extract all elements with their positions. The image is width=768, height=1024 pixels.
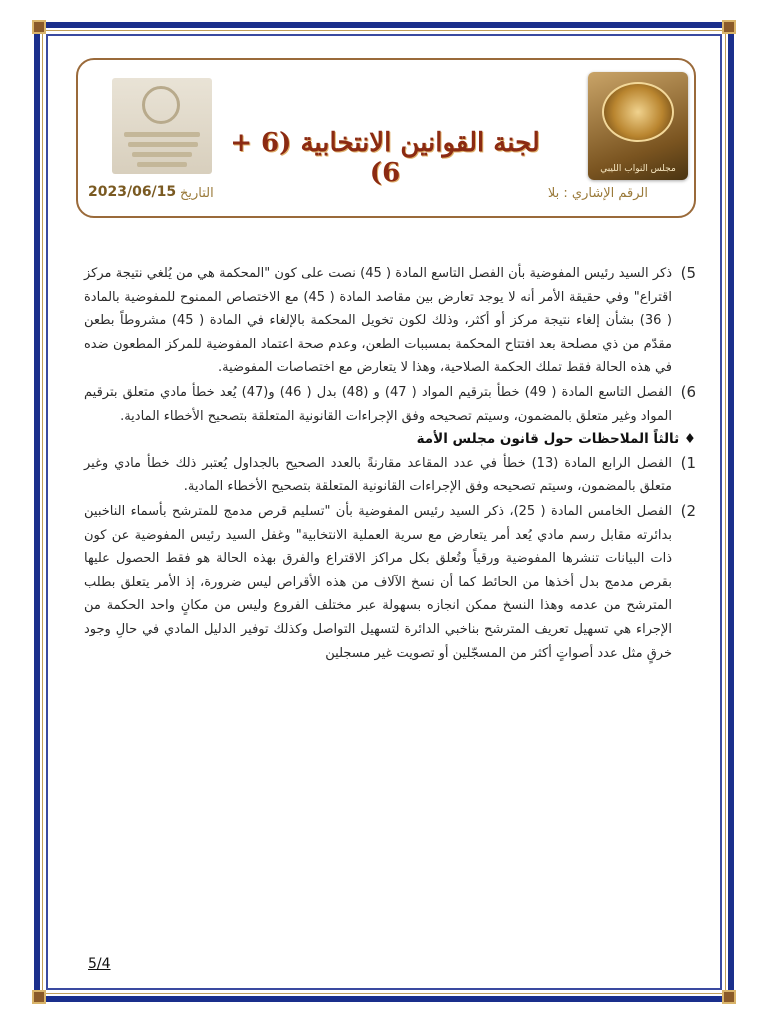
document-body: [84, 262, 696, 665]
page-title: لجنة القوانين الانتخابية (6 + 6): [230, 128, 540, 188]
parliament-emblem-icon: [602, 82, 674, 142]
corner-ornament: [32, 20, 46, 34]
list-item: [84, 262, 696, 380]
item-number: 5): [680, 264, 696, 282]
section-heading: ♦ ثالثاً الملاحظات حول قانون مجلس الأمة: [416, 431, 696, 448]
list-item: [84, 452, 696, 499]
date-label: التاريخ: [180, 186, 214, 201]
logo-caption: مجلس النواب الليبي: [600, 164, 676, 174]
item-text: الفصل التاسع المادة ( 49) خطأ بترقيم المواد ( 47) و (48) بدل ( 46) و(47) يُعد خطأ مادي متعلق بترقيم المواد وغير متعلق بالمضمون، وسيتم تصحيحه وفق الإجراءات القانونية المتعلقة بتصحيح الأخطاء المادية.: [84, 384, 672, 424]
item-text: الفصل الرابع المادة (13) خطأ في عدد المقاعد مقارنةً بالعدد الصحيح بالجداول يُعتبر ذلك خطأ مادي وغير متعلق بالمضمون، وسيتم تصحيحه وفق الإجراءات القانونية المتعلقة بتصحيح الأخطاء المادية.: [84, 455, 672, 495]
committee-logo: [112, 78, 212, 174]
reference-number: الرقم الإشاري : بلا: [547, 186, 648, 201]
committee-emblem-icon: [142, 86, 180, 124]
list-item: [84, 500, 696, 665]
item-number: 2): [680, 501, 696, 520]
corner-ornament: [32, 990, 46, 1004]
page-number: 5/4: [88, 956, 111, 972]
item-text: الفصل الخامس المادة ( 25)، ذكر السيد رئيس المفوضية بأن "تسليم قرص مدمج للمترشح بأسماء الناخبين بدائرته مقابل رسم مادي يُعد أمر يتعارض مع سرية العملية الانتخابية" وغفل السيد رئيس المفوضية عن كون ذات البيانات تنشرها المفوضية ورقياً وتُعلق بكل مراكز الاقتراع والفرق بهذه الحالة هو فقط الحصول عليها بقرص مدمج بدل أخذها من الحائط كما أن نسخ الآلاف من هذه الأقراص ليس ضرورة، إذ الأمر يتعلق بطلب المترشح من عدمه وهذا النسخ ممكن انجازه بسهولة عبر مختلف الفروع وليس من مكانٍ واحد الحكمة من الإجراء هي تسهيل تعريف المترشح بناخبي الدائرة لتسهيل التواصل وكذلك توفير الدليل المادي في حالِ وجود خرقٍ مثل عدد أصواتٍ أكثر من المسجّلين أو تصويت غير مسجلين: [84, 503, 673, 661]
list-item: [84, 381, 696, 428]
parliament-logo: [588, 72, 688, 180]
item-text: ذكر السيد رئيس المفوضية بأن الفصل التاسع المادة ( 45) نصت على كون "المحكمة هي من يُلغي نتيجة مركز اقتراع" وفي حقيقة الأمر أنه لا يوجد تعارض بين مقاصد المادة ( 45) مع الاختصاص الممنوح للمفوضية بالمادة ( 36) بشأن إلغاء نتيجة مركز أو أكثر، وذلك لكون تخويل المحكمة بالإلغاء في المادة ( 45) مشروطاً بطعن مقدّم من ذي مصلحة بعد افتتاح المحكمة بمسببات الطعن، وعدم صحة اعتماد المفوضية للمركز المطعون ضده في هذه الحالة فقط تملك الحكمة الصلاحية، وهذا لا يتعارض مع اختصاصات المفوضية.: [84, 266, 672, 376]
item-number: 6): [680, 382, 696, 401]
item-number: 1): [680, 453, 696, 472]
date-value: 2023/06/15: [88, 184, 177, 200]
corner-ornament: [722, 20, 736, 34]
corner-ornament: [722, 990, 736, 1004]
